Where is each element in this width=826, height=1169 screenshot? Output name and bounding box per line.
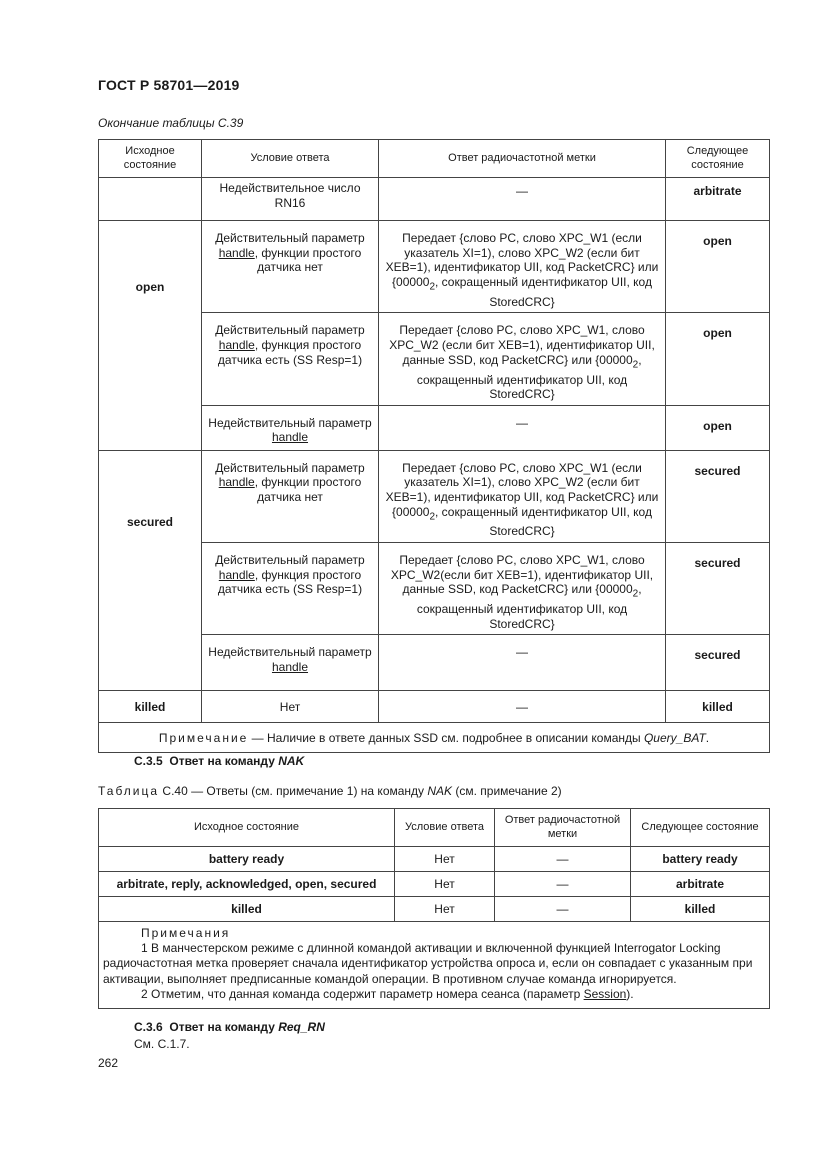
condition-text: , функция простого датчика есть (SS Resp=1): [217, 337, 363, 367]
response-text: , сокращенный идентификатор UII, код StoredCRC}: [435, 504, 652, 539]
condition-text: Недействительный параметр: [208, 415, 372, 430]
table-notes-row: [99, 922, 770, 1009]
section-number: С.3.6: [134, 1020, 163, 1034]
section-c36-text: См. С.1.7.: [134, 1037, 190, 1051]
note-text: ).: [626, 986, 634, 1001]
state-cell-secured: secured: [99, 450, 202, 691]
response-cell: —: [379, 178, 666, 221]
condition-cell: [202, 450, 379, 542]
next-state-cell: killed: [666, 691, 770, 723]
table-row: [99, 847, 770, 872]
note-2: [103, 987, 765, 1002]
response-text: Передает {слово PC, слово XPC_W1 (если указатель XI=1), слово XPC_W2 (если бит XEB=1), идентификатор UII, код PacketCRC} или {00000: [385, 460, 659, 519]
condition-cell: Нет: [202, 691, 379, 723]
table-note: [99, 723, 770, 753]
header-response: Ответ радиочастотной метки: [379, 140, 666, 178]
response-cell: —: [495, 847, 631, 872]
next-state-cell: battery ready: [631, 847, 770, 872]
condition-text: Действительный параметр: [215, 323, 365, 338]
next-state-cell: secured: [666, 450, 770, 542]
condition-cell: [202, 405, 379, 450]
note-command: Query_BAT: [643, 730, 706, 745]
handle-param: handle: [271, 430, 309, 445]
table-note-row: [99, 723, 770, 753]
page-header: ГОСТ Р 58701—2019: [98, 77, 240, 93]
response-cell: [379, 543, 666, 635]
notes-label: Примечания: [141, 926, 231, 940]
header-next-state: Следующее состояние: [631, 809, 770, 847]
next-state-cell: open: [666, 405, 770, 450]
header-condition: Условие ответа: [395, 809, 495, 847]
caption-command: NAK: [427, 784, 453, 798]
section-title: Ответ на команду: [169, 754, 279, 768]
condition-cell: Нет: [395, 872, 495, 897]
section-heading-c35: [134, 754, 304, 768]
session-param: Session: [583, 986, 627, 1001]
section-command: NAK: [278, 754, 305, 768]
response-text: , сокращенный идентификатор UII, код StoredCRC}: [416, 582, 642, 631]
table-row: [99, 178, 770, 221]
response-cell: —: [495, 897, 631, 922]
condition-cell: Нет: [395, 847, 495, 872]
section-heading-c36: [134, 1020, 325, 1034]
note-1: 1 В манчестерском режиме с длинной командой активации и включенной функцией Interrogator Locking радиочастотная метка проверяет сначала идентификатор устройства опроса и, если он совпадает с указанным при активации, выполняет предписанные командой операции. В противном случае команда игнорируется.: [103, 941, 753, 986]
note-text: — Наличие в ответе данных SSD см. подробнее в описании команды: [248, 730, 644, 745]
response-cell: —: [379, 691, 666, 723]
response-cell: [379, 313, 666, 405]
condition-text: , функции простого датчика нет: [254, 245, 362, 275]
table-header-row: [99, 809, 770, 847]
state-cell: arbitrate, reply, acknowledged, open, secured: [99, 872, 395, 897]
condition-text: Действительный параметр: [215, 553, 365, 568]
table-notes: [99, 922, 770, 1009]
table-row: [99, 221, 770, 313]
subscript: 2: [429, 281, 435, 293]
table-c40: [98, 808, 770, 1009]
response-cell: —: [495, 872, 631, 897]
next-state-cell: killed: [631, 897, 770, 922]
section-title: Ответ на команду: [169, 1020, 279, 1034]
condition-cell: [202, 543, 379, 635]
next-state-cell: open: [666, 221, 770, 313]
table-c39: [98, 139, 770, 753]
header-condition: Условие ответа: [202, 140, 379, 178]
response-text: Передает {слово PC, слово XPC_W1, слово XPC_W2 (если бит XEB=1), идентификатор UII, данные SSD, код PacketCRC} или {00000: [389, 323, 655, 367]
condition-text: Недействительный параметр: [208, 645, 372, 660]
condition-text: , функция простого датчика есть (SS Resp=1): [217, 567, 363, 597]
caption-text: С.40 — Ответы (см. примечание 1) на команду: [159, 784, 428, 798]
caption-text: (см. примечание 2): [452, 784, 562, 798]
header-initial-state: Исходное состояние: [99, 140, 202, 178]
table-header-row: [99, 140, 770, 178]
response-cell: [379, 450, 666, 542]
table-row: [99, 691, 770, 723]
table-c39-caption: Окончание таблицы С.39: [98, 116, 244, 130]
section-number: С.3.5: [134, 754, 163, 768]
subscript: 2: [632, 588, 639, 600]
condition-cell: [202, 635, 379, 691]
condition-text: , функции простого датчика нет: [254, 475, 362, 504]
next-state-cell: arbitrate: [666, 178, 770, 221]
state-cell-open: open: [99, 221, 202, 451]
table-row: [99, 872, 770, 897]
condition-cell: Нет: [395, 897, 495, 922]
caption-label: Таблица: [98, 784, 160, 798]
response-text: Передает {слово PC, слово XPC_W1, слово XPC_W2(если бит XEB=1), идентификатор UII, данные SSD, код PacketCRC} или {00000: [390, 553, 654, 597]
handle-param: handle: [271, 660, 309, 675]
header-next-state: Следующее состояние: [666, 140, 770, 178]
next-state-cell: arbitrate: [631, 872, 770, 897]
response-text: Передает {слово PC, слово XPC_W1 (если указатель XI=1), слово XPC_W2 (если бит XEB=1), идентификатор UII, код PacketCRC} или {00000: [385, 231, 659, 289]
next-state-cell: secured: [666, 543, 770, 635]
next-state-cell: secured: [666, 635, 770, 691]
handle-param: handle: [218, 337, 255, 352]
note-label: Примечание: [158, 730, 249, 745]
header-initial-state: Исходное состояние: [99, 809, 395, 847]
condition-text: Действительный параметр: [215, 231, 365, 245]
next-state-cell: open: [666, 313, 770, 405]
subscript: 2: [429, 510, 435, 522]
response-cell: —: [379, 635, 666, 691]
handle-param: handle: [218, 245, 255, 260]
state-cell: killed: [99, 897, 395, 922]
state-cell: battery ready: [99, 847, 395, 872]
condition-text: Действительный параметр: [215, 460, 365, 475]
subscript: 2: [632, 358, 639, 370]
page-number: 262: [98, 1056, 119, 1070]
note-text: 2 Отметим, что данная команда содержит параметр номера сеанса (параметр: [141, 986, 584, 1001]
section-command: Req_RN: [278, 1020, 325, 1034]
table-row: [99, 450, 770, 542]
note-text: .: [705, 730, 710, 745]
response-text: , сокращенный идентификатор UII, код StoredCRC}: [416, 352, 642, 402]
table-c40-caption: [98, 784, 562, 798]
state-cell-empty: [99, 178, 202, 221]
condition-cell: [202, 221, 379, 313]
response-text: , сокращенный идентификатор UII, код StoredCRC}: [435, 274, 652, 309]
state-cell-killed: killed: [99, 691, 202, 723]
response-cell: —: [379, 405, 666, 450]
handle-param: handle: [218, 475, 255, 490]
condition-cell: [202, 313, 379, 405]
table-row: [99, 897, 770, 922]
handle-param: handle: [218, 567, 255, 582]
response-cell: [379, 221, 666, 313]
condition-cell: Недействительное число RN16: [202, 178, 379, 221]
header-response: Ответ радиочастотной метки: [495, 809, 631, 847]
